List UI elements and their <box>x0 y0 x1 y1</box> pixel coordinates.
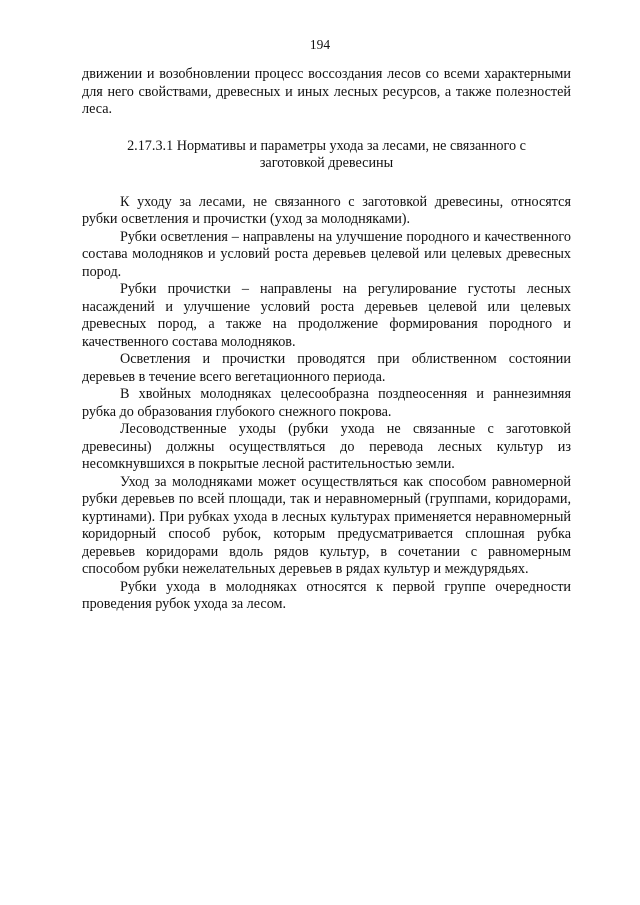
document-body <box>82 66 571 614</box>
body-paragraph: Уход за молодняками может осуществляться как способом равномерной рубки деревьев по всей площади, так и неравномерный (группами, коридорами, куртинами). При рубках ухода в лесных культурах применяется неравномерный коридорный способ рубок, которым предусматривается сплошная рубка деревьев коридорами вдоль рядов культур, в сочетании с равномерным способом рубки нежелательных деревьев в рядах культур и междурядьях. <box>82 473 571 577</box>
body-paragraph: Рубки прочистки – направлены на регулирование густоты лесных насаждений и улучшение условий роста деревьев целевой или целевых древесных пород, а также на продолжение формирования породного и качественного состава молодняков. <box>82 281 571 350</box>
body-paragraph: К уходу за лесами, не связанного с заготовкой древесины, относятся рубки осветления и прочистки (уход за молодняками). <box>82 193 571 227</box>
intro-paragraph: движении и возобновлении процесс воссоздания лесов со всеми характерными для него свойствами, древесных и иных лесных ресурсов, а также полезностей леса. <box>82 66 571 117</box>
body-paragraph: Рубки осветления – направлены на улучшение породного и качественного состава молодняков и условий роста деревьев целевой или целевых древесных пород. <box>82 228 571 280</box>
body-paragraph: В хвойных молодняках целесообразна поздneосенняя и раннезимняя рубка до образования глубокого снежного покрова. <box>82 386 571 420</box>
body-paragraph: Осветления и прочистки проводятся при облиственном состоянии деревьев в течение всего вегетационного периода. <box>82 351 571 385</box>
page-number: 194 <box>309 37 331 52</box>
body-paragraph: Лесоводственные уходы (рубки ухода не связанные с заготовкой древесины) должны осуществляться до перевода лесных культур из несомкнувшихся в покрытые лесной растительностью земли. <box>82 421 571 472</box>
body-paragraph: Рубки ухода в молодняках относятся к первой группе очередности проведения рубок ухода за лесом. <box>82 578 571 612</box>
section-heading: 2.17.3.1 Нормативы и параметры ухода за лесами, не связанного с заготовкой древесины <box>127 137 526 171</box>
